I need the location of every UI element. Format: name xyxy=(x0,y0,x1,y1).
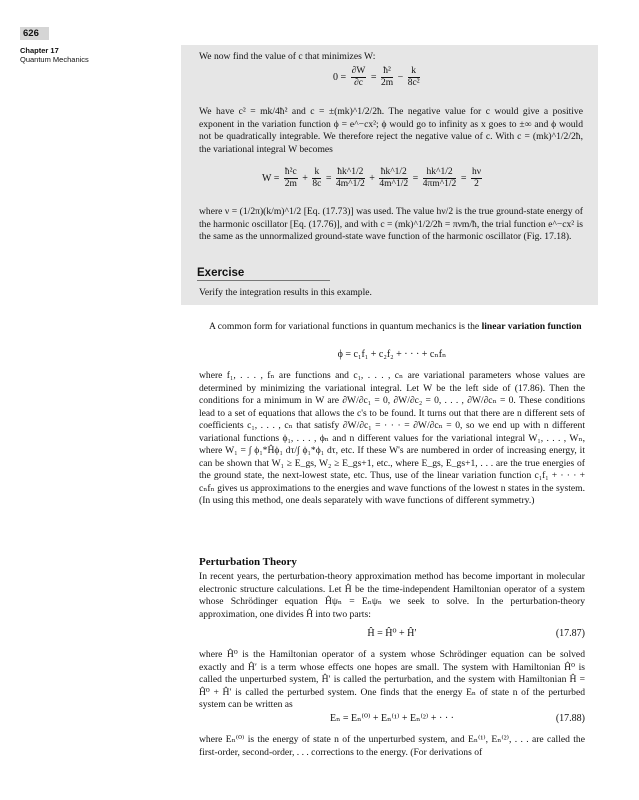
linear-variation-intro: A common form for variational functions in quantum mechanics is the linear variation function xyxy=(209,321,582,332)
perturbation-paragraph-3: where Eₙ⁽⁰⁾ is the energy of state n of the unperturbed system, and Eₙ⁽¹⁾, Eₙ⁽²⁾, . . . are called the first-order, second-order, . . . corrections to the energy. (For derivations of xyxy=(199,734,585,758)
term-linear-variation-function: linear variation function xyxy=(481,321,582,332)
chapter-title: Quantum Mechanics xyxy=(20,55,89,64)
perturbation-paragraph-2: where Ĥ⁰ is the Hamiltonian operator of a system whose Schrödinger equation can be solved exactly and Ĥ′ is a term whose effects one hopes are small. The system with Hamiltonian Ĥ⁰ is called the unperturbed system, Ĥ′ is called the perturbation, and the system with Hamiltonian Ĥ = Ĥ⁰ + Ĥ′ is called the perturbed system. One finds that the energy Eₙ of state n of the perturbed system can be written as xyxy=(199,649,585,710)
equation-number-17-87: (17.87) xyxy=(555,628,585,639)
box-paragraph-2: where ν = (1/2π)(k/m)^1/2 [Eq. (17.73)] was used. The value hν/2 is the true ground-state energy of the harmonic oscillator [Eq. (17.76)], and with c = (mk)^1/2/2ħ = πνm/ħ, the trial function e^−cx² is the same as the unnormalized ground-state wave function of the harmonic oscillator (Fig. 17.18). xyxy=(199,206,583,242)
equation-minimize: 0 = $\frac{\partial W}{\partial c}$ = $\frac{\text{ħ²}}{2m}$ − $\frac{k}{\text{8c²}}$ xyxy=(333,66,420,88)
exercise-text: Verify the integration results in this example. xyxy=(199,287,372,298)
box-paragraph-1: We have c² = mk/4ħ² and c = ±(mk)^1/2/2ħ. The negative value for c would give a positive exponent in the variation function ϕ = e^−cx²; ϕ would go to infinity as x goes to ±∞ and ϕ would not be quadratically integrable. We therefore reject the negative value of c. With c = (mk)^1/2/2ħ, the variational integral W becomes xyxy=(199,106,583,155)
chapter-label: Chapter 17 xyxy=(20,46,59,55)
equation-17-88: Eₙ = Eₙ⁽⁰⁾ + Eₙ⁽¹⁾ + Eₙ⁽²⁾ + · · · xyxy=(329,713,455,724)
section-heading-perturbation-theory: Perturbation Theory xyxy=(199,556,297,568)
linear-variation-paragraph: where f₁, . . . , fₙ are functions and c₁, . . . , cₙ are variational parameters whose values are determined by minimizing the variational integral. Let W be the left side of (17.86). Then the conditions for a minimum in W are ∂W/∂c₁ = 0, ∂W/∂c₂ = 0, . . . , ∂W/∂cₙ = 0. These conditions lead to a set of equations that allows the c's to be found. It turns out that there are n different sets of coefficients c₁, . . . , cₙ that satisfy ∂W/∂c₁ = · · · = ∂W/∂cₙ = 0, so we end up with n different variational functions ϕ₁, . . . , ϕₙ and n different values for the variational integral W₁, . . . , Wₙ, where W₁ = ∫ ϕ₁*Ĥϕ₁ dτ/∫ ϕ₁*ϕ₁ dτ, etc. If these W's are numbered in order of increasing energy, it can be shown that W₁ ≥ E_gs, W₂ ≥ E_gs+1, etc., where E_gs, E_gs+1, . . . are the true energies of the ground state, the next-lowest state, etc. Thus, use of the linear variation function c₁f₁ + · · · + cₙfₙ gives us approximations to the energies and wave functions of the lowest n states in the system. (In using this method, one deals separately with wave functions of different symmetry.) xyxy=(199,370,585,506)
equation-number-17-88: (17.88) xyxy=(555,713,585,724)
exercise-heading: Exercise xyxy=(197,267,330,281)
page-number: 626 xyxy=(20,27,49,40)
equation-linear-variation: ϕ = c₁f₁ + c₂f₂ + · · · + cₙfₙ xyxy=(337,349,447,360)
running-head xyxy=(20,46,89,64)
equation-variational-integral: W = $\frac{\text{ħ²c}}{2m}$ + $\frac{k}{8c}$ = $\frac{ħk\^{}1/2}{4m\^{}1/2}$ + $\frac{ħk\^{}1/2}{4m\^{}1/2}$ = $\frac{hk\^{}1/2}{4\pi m\^{}1/2}$ = $\frac{h\nu}{2}$ xyxy=(262,167,481,189)
box-intro: We now find the value of c that minimizes W: xyxy=(199,51,376,62)
perturbation-paragraph-1: In recent years, the perturbation-theory approximation method has become important in molecular electronic structure calculations. Let Ĥ be the time-independent Hamiltonian operator of a system whose Schrödinger equation Ĥψₙ = Eₙψₙ we seek to solve. In the perturbation-theory approximation, one divides Ĥ into two parts: xyxy=(199,571,585,620)
equation-17-87: Ĥ = Ĥ⁰ + Ĥ′ xyxy=(367,628,417,639)
